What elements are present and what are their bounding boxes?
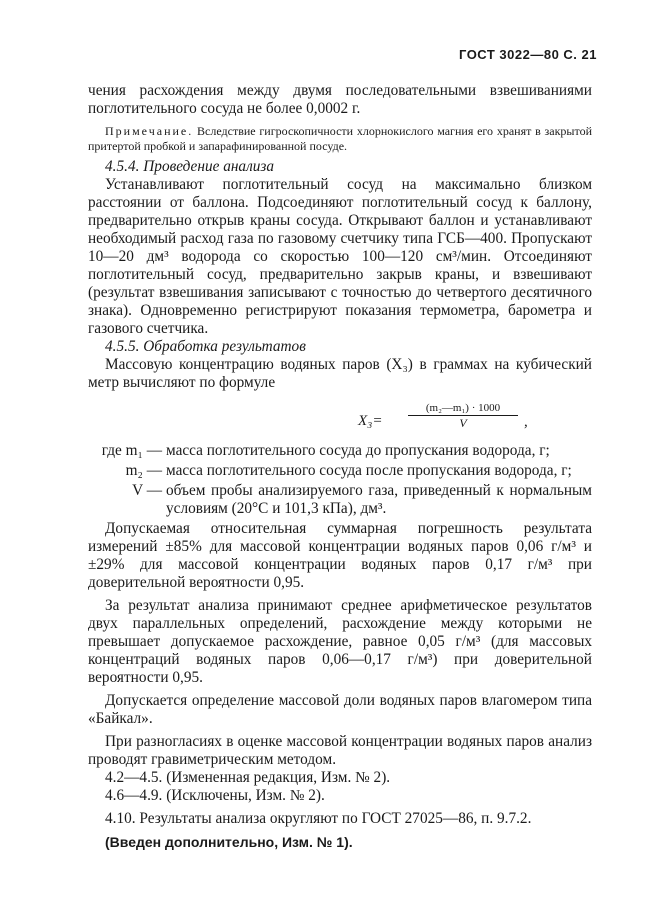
paragraph-4-10: 4.10. Результаты анализа округляют по ГОСТ 27025—86, п. 9.7.2. bbox=[105, 810, 532, 827]
formula-legend bbox=[88, 442, 592, 520]
paragraph-error: Допускаемая относительная суммарная погрешность результата измерений ±85% для массовой концентрации водяных паров 0,06 г/м³ и ±29% для массовой концентрации водяных паров 0,17 г/м³ при доверительной вероятности 0,95. bbox=[88, 520, 592, 591]
paragraph-disputes: При разногласиях в оценке массовой концентрации водяных паров анализ проводят гравиметрическим методом. bbox=[88, 733, 592, 768]
section-heading-4-5-4: 4.5.4. Проведение анализа bbox=[105, 158, 275, 175]
paragraph-4-5-5: Массовую концентрацию водяных паров (X₃) в граммах на кубический метр вычисляют по формуле bbox=[88, 356, 592, 391]
note bbox=[88, 124, 592, 154]
section-heading-4-5-5: 4.5.5. Обработка результатов bbox=[105, 338, 306, 355]
formula-fraction bbox=[408, 402, 518, 431]
formula-comma: , bbox=[524, 414, 528, 430]
formula-numerator: (m₂—m₁) · 1000 bbox=[408, 402, 518, 416]
change-note-3: (Введен дополнительно, Изм. № 1). bbox=[105, 834, 353, 850]
paragraph-baikal: Допускается определение массовой доли водяных паров влагомером типа «Байкал». bbox=[88, 692, 592, 727]
note-label: Примечание. bbox=[105, 124, 194, 138]
formula-lhs: X₃= bbox=[358, 413, 383, 429]
legend-definition-v: объем пробы анализируемого газа, приведенный к нормальным условиям (20°С и 101,3 кПа), дм³. bbox=[166, 482, 592, 517]
change-note-1: 4.2—4.5. (Измененная редакция, Изм. № 2). bbox=[105, 769, 391, 786]
formula-denominator: V bbox=[459, 416, 467, 430]
change-note-2: 4.6—4.9. (Исключены, Изм. № 2). bbox=[105, 787, 325, 804]
paragraph-4-5-4: Устанавливают поглотительный сосуд на максимально близком расстоянии от баллона. Подсоединяют поглотительный сосуд к баллону, предварительно открыв краны сосуда. Открывают баллон и устанавливают необходимый расход газа по газовому счетчику типа ГСБ—400. Пропускают 10—20 дм³ водорода со скоростью 100—120 см³/мин. Отсоединяют поглотительный сосуд, предварительно закрыв краны, и взвешивают (результат взвешивания записывают с точностью до четвертого десятичного знака). Одновременно регистрируют показания термометра, барометра и газового счетчика. bbox=[88, 176, 592, 337]
page-header: ГОСТ 3022—80 С. 21 bbox=[459, 47, 597, 62]
paragraph-result: За результат анализа принимают среднее арифметическое результатов двух параллельных определений, расхождение между которыми не превышает допускаемое расхождение, равное 0,05 г/м³ (для массовых концентраций водяных паров 0,06—0,17 г/м³) при доверительной вероятности 0,95. bbox=[88, 597, 592, 686]
note-text: Вследствие гигроскопичности хлорнокислого магния его хранят в закрытой притертой пробкой и запарафинированной посуде. bbox=[88, 124, 592, 153]
text-column bbox=[88, 82, 592, 851]
legend-symbol-m2: m₂ — bbox=[125, 462, 162, 479]
formula bbox=[208, 402, 592, 436]
legend-symbol-m1: где m₁ — bbox=[101, 442, 162, 459]
paragraph-continuation: чения расхождения между двумя последовательными взвешиваниями поглотительного сосуда не более 0,0002 г. bbox=[88, 82, 592, 117]
legend-symbol-v: V — bbox=[132, 482, 162, 499]
legend-definition-m2: масса поглотительного сосуда после пропускания водорода, г; bbox=[166, 462, 572, 479]
legend-definition-m1: масса поглотительного сосуда до пропускания водорода, г; bbox=[166, 442, 550, 459]
